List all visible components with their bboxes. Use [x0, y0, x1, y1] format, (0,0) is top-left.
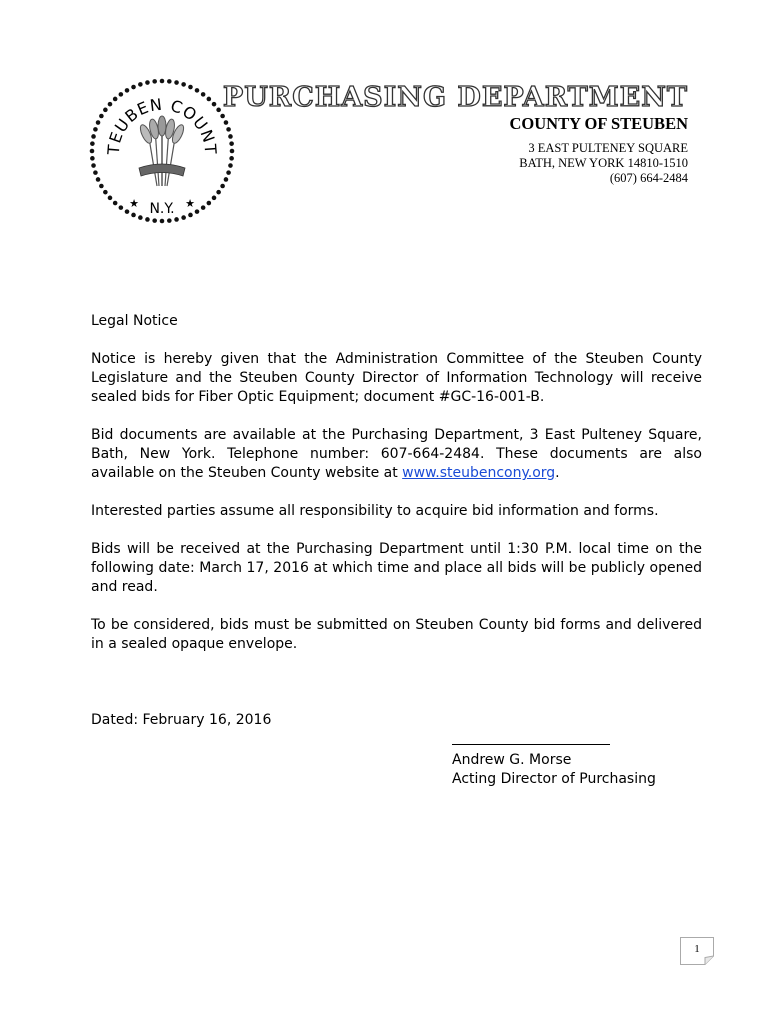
seal-dot — [131, 213, 136, 218]
seal-dot — [212, 102, 217, 107]
seal-dot — [226, 170, 231, 175]
seal-dot — [224, 120, 229, 125]
paragraph-text: . — [555, 465, 560, 481]
seal-dot — [181, 82, 186, 87]
county-seal — [87, 76, 237, 226]
seal-dot — [103, 108, 108, 113]
seal-dot — [119, 92, 124, 97]
seal-dot — [113, 97, 118, 102]
seal-dot — [145, 217, 150, 222]
seal-dot — [99, 184, 104, 189]
seal-dot — [228, 163, 233, 168]
seal-dot — [220, 184, 225, 189]
seal-dot — [90, 149, 95, 154]
seal-dot — [201, 205, 206, 210]
seal-dot — [138, 215, 143, 220]
seal-dot — [207, 97, 212, 102]
seal-dot — [220, 114, 225, 119]
seal-dot — [113, 201, 118, 206]
signer-title: Acting Director of Purchasing — [452, 771, 656, 787]
seal-dot — [216, 190, 221, 195]
notice-paragraph: Bids will be received at the Purchasing Department until 1:30 P.M. local time on the following date: March 17, 2016 at which time and place all bids will be publicly opened and read. — [91, 541, 702, 595]
star-icon: ★ — [129, 197, 139, 210]
seal-dot — [167, 218, 172, 223]
paragraph-text: Bid documents are available at the Purchasing Department, 3 East Pulteney Square, Bath, New York. Telephone number: 607-664-2484. These documents are also available on the Steuben County website at — [91, 427, 702, 481]
address-phone: (607) 664-2484 — [609, 171, 688, 185]
seal-graphic — [87, 76, 237, 226]
wheat-icon — [138, 116, 186, 186]
seal-dot — [119, 205, 124, 210]
seal-dot — [195, 88, 200, 93]
seal-dot — [96, 177, 101, 182]
seal-dot — [212, 196, 217, 201]
seal-dot — [125, 209, 130, 214]
seal-dot — [174, 217, 179, 222]
seal-dot — [216, 108, 221, 113]
seal-bottom-text: N.Y. — [149, 201, 175, 217]
seal-dot — [229, 141, 234, 146]
seal-dot — [93, 127, 98, 132]
signature-line — [452, 744, 610, 745]
department-title: PURCHASING DEPARTMENT — [222, 82, 688, 113]
seal-dot — [108, 102, 113, 107]
notice-paragraph: Interested parties assume all responsibility to acquire bid information and forms. — [91, 503, 659, 519]
seal-dot — [160, 219, 165, 224]
seal-dot — [160, 79, 165, 84]
seal-dot — [131, 85, 136, 90]
seal-dot — [93, 170, 98, 175]
county-name: COUNTY OF STEUBEN — [509, 114, 688, 133]
seal-dot — [207, 201, 212, 206]
seal-dot — [226, 127, 231, 132]
notice-paragraph: Notice is hereby given that the Administration Committee of the Steuben County Legislature and the Steuben County Director of Information Technology will receive sealed bids for Fiber Optic Equipment; document #GC-16-001-B. — [91, 351, 702, 405]
seal-dot — [90, 141, 95, 146]
seal-dot — [167, 79, 172, 84]
seal-dot — [188, 213, 193, 218]
seal-dot — [195, 209, 200, 214]
page-number: 1 — [694, 943, 700, 955]
legal-notice-body — [91, 312, 702, 730]
notice-heading: Legal Notice — [91, 313, 178, 329]
seal-dot — [181, 215, 186, 220]
seal-dot — [152, 79, 157, 84]
notice-paragraph: To be considered, bids must be submitted on Steuben County bid forms and delivered in a sealed opaque envelope. — [91, 617, 702, 652]
seal-top-text: TEUBEN COUNT — [103, 94, 221, 156]
signer-name: Andrew G. Morse — [452, 752, 572, 768]
seal-dot — [138, 82, 143, 87]
seal-dot — [99, 114, 104, 119]
page-number-box — [680, 937, 714, 965]
star-icon: ★ — [185, 197, 195, 210]
seal-dot — [96, 120, 101, 125]
seal-dot — [125, 88, 130, 93]
seal-dot — [230, 149, 235, 154]
seal-dot — [90, 156, 95, 161]
seal-dot — [91, 134, 96, 139]
seal-dot — [108, 196, 113, 201]
notice-paragraph — [91, 426, 702, 483]
seal-dot — [228, 134, 233, 139]
signature-block — [452, 744, 656, 789]
seal-dot — [103, 190, 108, 195]
seal-dot — [201, 92, 206, 97]
seal-dot — [174, 80, 179, 85]
dated-line: Dated: February 16, 2016 — [91, 712, 272, 728]
county-website-link[interactable]: www.steubencony.org — [402, 465, 556, 481]
seal-dot — [145, 80, 150, 85]
seal-dot — [188, 85, 193, 90]
seal-dot — [224, 177, 229, 182]
seal-dot — [229, 156, 234, 161]
address-street: 3 EAST PULTENEY SQUARE — [528, 141, 688, 155]
address-city: BATH, NEW YORK 14810-1510 — [519, 156, 688, 170]
seal-dot — [152, 218, 157, 223]
seal-dot — [91, 163, 96, 168]
